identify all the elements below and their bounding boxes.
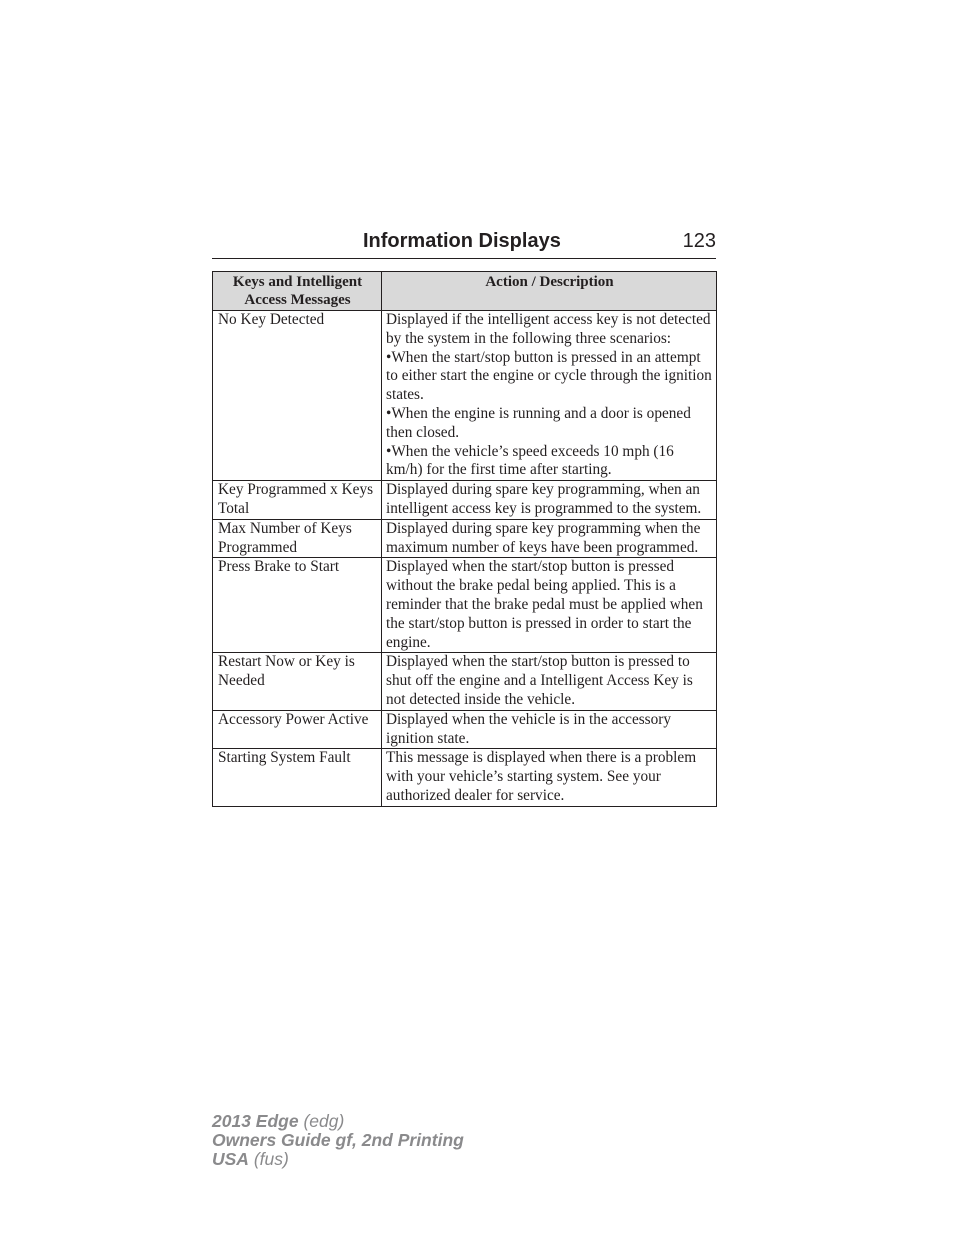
message-cell: Press Brake to Start	[213, 558, 382, 653]
column-header-description: Action / Description	[382, 272, 717, 311]
message-cell: Restart Now or Key is Needed	[213, 653, 382, 710]
description-cell: Displayed if the intelligent access key is not detected by the system in the following three scenarios: •When the start/stop button is pressed in an attempt to either start the engine or cycle through the ignition states. •When the engine is running and a door is opened then closed. •When the vehicle’s speed exceeds 10 mph (16 km/h) for the first time after starting.	[382, 311, 717, 481]
table-row	[213, 710, 717, 749]
page-number: 123	[682, 230, 716, 252]
description-cell: Displayed when the start/stop button is pressed to shut off the engine and a Intelligent Access Key is not detected inside the vehicle.	[382, 653, 717, 710]
page-footer	[212, 1112, 464, 1169]
table-row	[213, 311, 717, 481]
description-cell: Displayed during spare key programming, when an intelligent access key is programmed to the system.	[382, 481, 717, 520]
page-header	[212, 230, 716, 259]
description-cell: This message is displayed when there is a problem with your vehicle’s starting system. See your authorized dealer for service.	[382, 749, 717, 806]
description-cell: Displayed when the vehicle is in the accessory ignition state.	[382, 710, 717, 749]
table-row	[213, 519, 717, 558]
message-cell: Key Programmed x Keys Total	[213, 481, 382, 520]
description-cell: Displayed when the start/stop button is pressed without the brake pedal being applied. This is a reminder that the brake pedal must be applied when the start/stop button is pressed in order to start the engine.	[382, 558, 717, 653]
message-cell: Starting System Fault	[213, 749, 382, 806]
footer-line-market: USA (fus)	[212, 1149, 289, 1169]
messages-table	[212, 271, 717, 807]
table-row	[213, 653, 717, 710]
column-header-messages: Keys and Intelligent Access Messages	[213, 272, 382, 311]
description-cell: Displayed during spare key programming when the maximum number of keys have been programmed.	[382, 519, 717, 558]
table-header-row	[213, 272, 717, 311]
message-cell: Max Number of Keys Programmed	[213, 519, 382, 558]
message-cell: Accessory Power Active	[213, 710, 382, 749]
table-row	[213, 481, 717, 520]
table-row	[213, 749, 717, 806]
footer-line-model: 2013 Edge (edg)	[212, 1111, 345, 1131]
footer-line-guide: Owners Guide gf, 2nd Printing	[212, 1130, 464, 1150]
section-title: Information Displays	[363, 230, 561, 252]
message-cell: No Key Detected	[213, 311, 382, 481]
table-row	[213, 558, 717, 653]
